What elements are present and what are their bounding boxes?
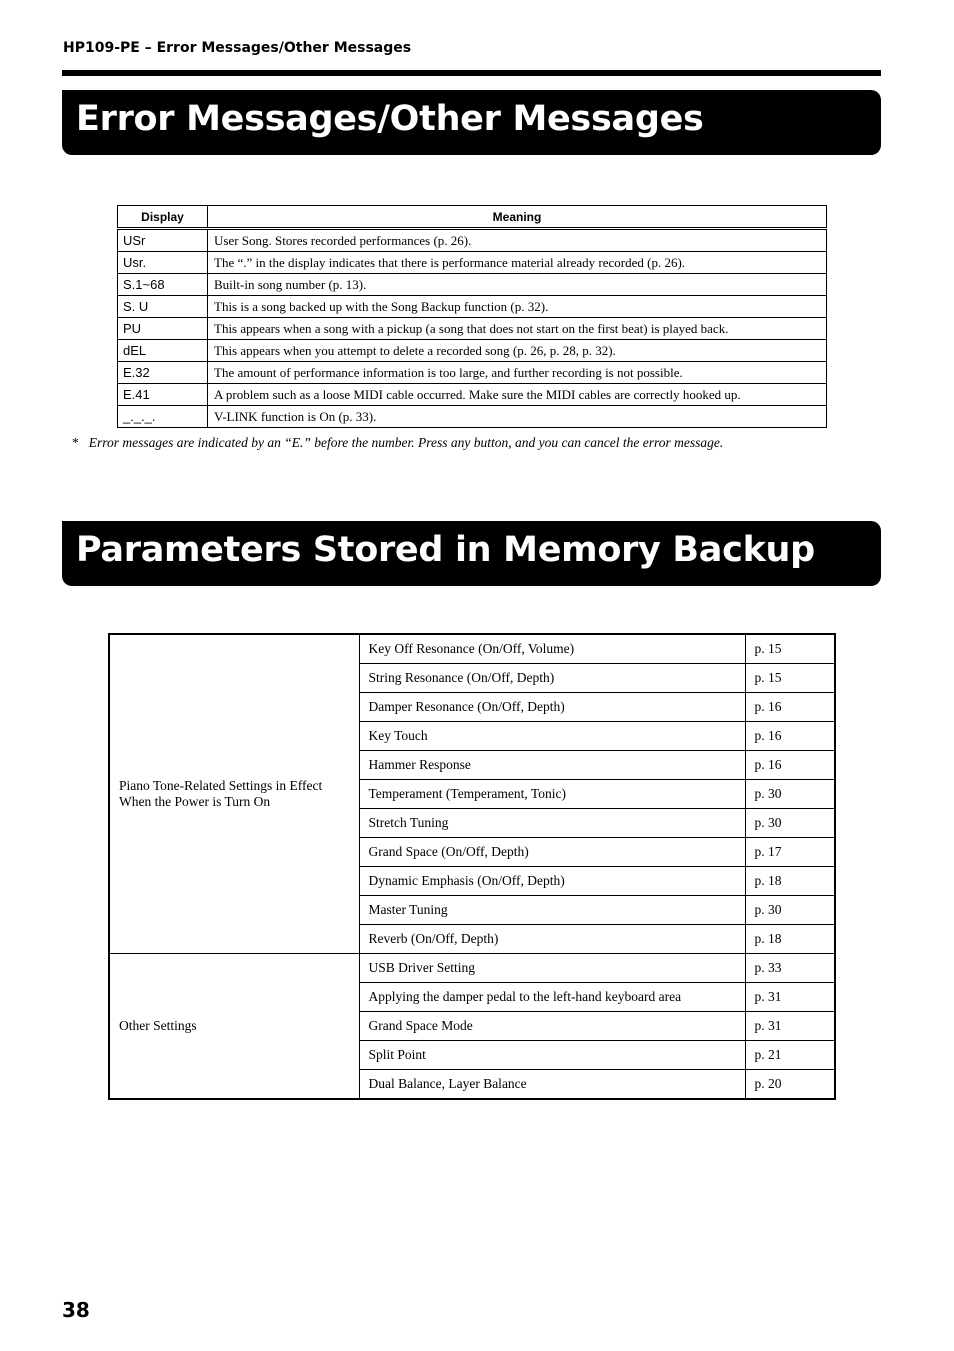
meaning-cell: This appears when a song with a pickup (a song that does not start on the first beat) is played back. [208, 318, 827, 340]
display-code-cell: S.1~68 [118, 274, 208, 296]
page-reference-cell: p. 18 [745, 925, 835, 954]
meaning-cell: This appears when you attempt to delete a recorded song (p. 26, p. 28, p. 32). [208, 340, 827, 362]
parameter-name-cell: Key Off Resonance (On/Off, Volume) [359, 634, 745, 664]
meaning-cell: The “.” in the display indicates that there is performance material already recorded (p. 26). [208, 252, 827, 274]
footnote [72, 435, 723, 451]
settings-group-label: Other Settings [109, 954, 359, 1100]
parameter-name-cell: Dynamic Emphasis (On/Off, Depth) [359, 867, 745, 896]
meaning-cell: A problem such as a loose MIDI cable occurred. Make sure the MIDI cables are correctly hooked up. [208, 384, 827, 406]
parameter-name-cell: Applying the damper pedal to the left-hand keyboard area [359, 983, 745, 1012]
page-reference-cell: p. 16 [745, 722, 835, 751]
page-reference-cell: p. 18 [745, 867, 835, 896]
page-reference-cell: p. 15 [745, 664, 835, 693]
section-title-error-messages: Error Messages/Other Messages [76, 99, 704, 139]
display-code-cell: Usr. [118, 252, 208, 274]
parameter-name-cell: Grand Space (On/Off, Depth) [359, 838, 745, 867]
page-reference-cell: p. 16 [745, 693, 835, 722]
table-row [118, 274, 827, 296]
parameter-name-cell: Key Touch [359, 722, 745, 751]
page-reference-cell: p. 33 [745, 954, 835, 983]
parameter-name-cell: Grand Space Mode [359, 1012, 745, 1041]
table-row [118, 252, 827, 274]
page-number: 38 [62, 1298, 90, 1322]
parameter-name-cell: Hammer Response [359, 751, 745, 780]
page-reference-cell: p. 31 [745, 983, 835, 1012]
table-row [118, 340, 827, 362]
table-row [118, 296, 827, 318]
meaning-cell: This is a song backed up with the Song Backup function (p. 32). [208, 296, 827, 318]
parameter-name-cell: Stretch Tuning [359, 809, 745, 838]
display-code-cell: E.32 [118, 362, 208, 384]
column-header-display: Display [118, 206, 208, 229]
parameter-name-cell: USB Driver Setting [359, 954, 745, 983]
column-header-meaning: Meaning [208, 206, 827, 229]
header-rule [62, 70, 881, 76]
meaning-cell: Built-in song number (p. 13). [208, 274, 827, 296]
page-reference-cell: p. 20 [745, 1070, 835, 1100]
page-reference-cell: p. 16 [745, 751, 835, 780]
page-reference-cell: p. 30 [745, 896, 835, 925]
display-code-cell: PU [118, 318, 208, 340]
parameter-name-cell: String Resonance (On/Off, Depth) [359, 664, 745, 693]
table-row [118, 384, 827, 406]
display-code-cell: S. U [118, 296, 208, 318]
meaning-cell: V-LINK function is On (p. 33). [208, 406, 827, 428]
page-reference-cell: p. 30 [745, 809, 835, 838]
table-row [118, 318, 827, 340]
page-reference-cell: p. 15 [745, 634, 835, 664]
section-heading-band [62, 521, 881, 586]
parameter-name-cell: Split Point [359, 1041, 745, 1070]
meaning-cell: The amount of performance information is too large, and further recording is not possible. [208, 362, 827, 384]
display-code-cell: dEL [118, 340, 208, 362]
table-header-row [118, 206, 827, 229]
display-code-cell: USr [118, 229, 208, 252]
footnote-marker: * [72, 435, 79, 450]
memory-backup-table [108, 633, 836, 1100]
parameter-name-cell: Damper Resonance (On/Off, Depth) [359, 693, 745, 722]
page-reference-cell: p. 31 [745, 1012, 835, 1041]
footnote-text: Error messages are indicated by an “E.” before the number. Press any button, and you can cancel the error message. [88, 435, 724, 450]
error-messages-table [117, 205, 827, 428]
parameter-name-cell: Temperament (Temperament, Tonic) [359, 780, 745, 809]
table-row [109, 634, 835, 664]
section-title-memory-backup: Parameters Stored in Memory Backup [76, 530, 815, 570]
meaning-cell: User Song. Stores recorded performances (p. 26). [208, 229, 827, 252]
page-reference-cell: p. 17 [745, 838, 835, 867]
table-row [109, 954, 835, 983]
page-reference-cell: p. 30 [745, 780, 835, 809]
settings-group-label: Piano Tone-Related Settings in Effect When the Power is Turn On [109, 634, 359, 954]
table-row [118, 406, 827, 428]
parameter-name-cell: Master Tuning [359, 896, 745, 925]
section-heading-band [62, 90, 881, 155]
display-code-cell: E.41 [118, 384, 208, 406]
parameter-name-cell: Reverb (On/Off, Depth) [359, 925, 745, 954]
parameter-name-cell: Dual Balance, Layer Balance [359, 1070, 745, 1100]
display-code-cell: _._._. [118, 406, 208, 428]
running-header: HP109-PE – Error Messages/Other Messages [63, 40, 412, 56]
table-row [118, 362, 827, 384]
table-row [118, 229, 827, 252]
page-reference-cell: p. 21 [745, 1041, 835, 1070]
